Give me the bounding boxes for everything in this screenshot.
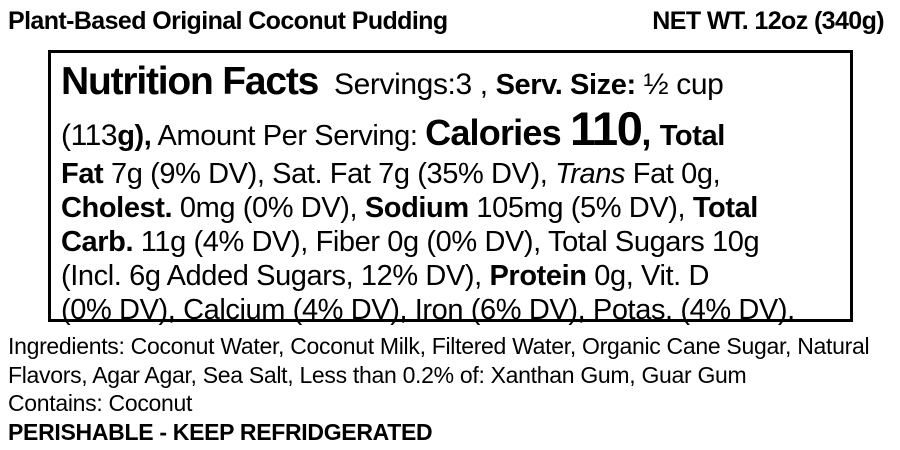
label-footer — [8, 332, 892, 446]
perishable-warning: PERISHABLE - KEEP REFRIDGERATED — [8, 418, 433, 445]
nutrition-text-segment: , — [641, 112, 660, 153]
nutrition-line — [61, 59, 842, 108]
nutrition-text-segment: Fat 0g, — [625, 158, 721, 190]
nutrition-text-segment: Nutrition Facts — [61, 60, 319, 103]
nutrition-line — [61, 259, 842, 293]
nutrition-text-segment: Protein — [489, 260, 587, 292]
nutrition-text-segment: Total — [692, 192, 758, 224]
nutrition-text-segment: Carb. — [61, 226, 134, 258]
nutrition-text-segment: 110 — [570, 102, 642, 155]
nutrition-line — [61, 293, 842, 327]
nutrition-text-segment: (Incl. 6g Added Sugars, 12% DV), — [61, 260, 490, 292]
label-header — [8, 7, 884, 36]
nutrition-line — [61, 191, 842, 225]
nutrition-text-segment: Total — [659, 120, 725, 152]
nutrition-line — [61, 157, 842, 191]
nutrition-text-segment: Sodium — [364, 192, 469, 224]
nutrition-text-segment: (113 — [61, 119, 118, 152]
nutrition-text-segment: Trans — [555, 158, 626, 190]
ingredients-line: Ingredients: Coconut Water, Coconut Milk, Filtered Water, Organic Cane Sugar, Natural — [8, 333, 870, 359]
nutrition-text-segment: Servings:3 , — [318, 68, 496, 101]
nutrition-text-segment: g), — [117, 120, 152, 152]
nutrition-text-segment: 7g (9% DV), Sat. Fat 7g (35% DV), — [103, 158, 556, 190]
nutrition-text-segment: Fat — [61, 158, 104, 190]
nutrition-text-segment: Amount Per Serving: — [151, 120, 426, 152]
nutrition-text-segment: 11g (4% DV), Fiber 0g (0% DV), Total Sugars 10g — [133, 226, 760, 258]
nutrition-line — [61, 225, 842, 259]
nutrition-line — [61, 102, 842, 157]
nutrition-text-segment: (0% DV), Calcium (4% DV), Iron (6% DV), Potas. (4% DV). — [61, 294, 795, 326]
nutrition-text-segment: 105mg (5% DV), — [468, 192, 693, 224]
nutrition-text-segment: Cholest. — [61, 192, 173, 224]
nutrition-text-segment: Serv. Size: — [495, 69, 636, 101]
nutrition-text-segment: Calories — [425, 112, 571, 153]
nutrition-text-segment: ½ cup — [635, 68, 724, 101]
nutrition-text-segment: 0mg (0% DV), — [172, 192, 365, 224]
nutrition-text-segment: 0g, Vit. D — [586, 260, 709, 292]
ingredients-line: Flavors, Agar Agar, Sea Salt, Less than 0.2% of: Xanthan Gum, Guar Gum — [8, 361, 747, 388]
contains-statement: Contains: Coconut — [8, 390, 193, 416]
net-weight: NET WT. 12oz (340g) — [652, 7, 884, 35]
product-title: Plant-Based Original Coconut Pudding — [8, 7, 448, 35]
nutrition-facts-panel — [48, 50, 853, 326]
